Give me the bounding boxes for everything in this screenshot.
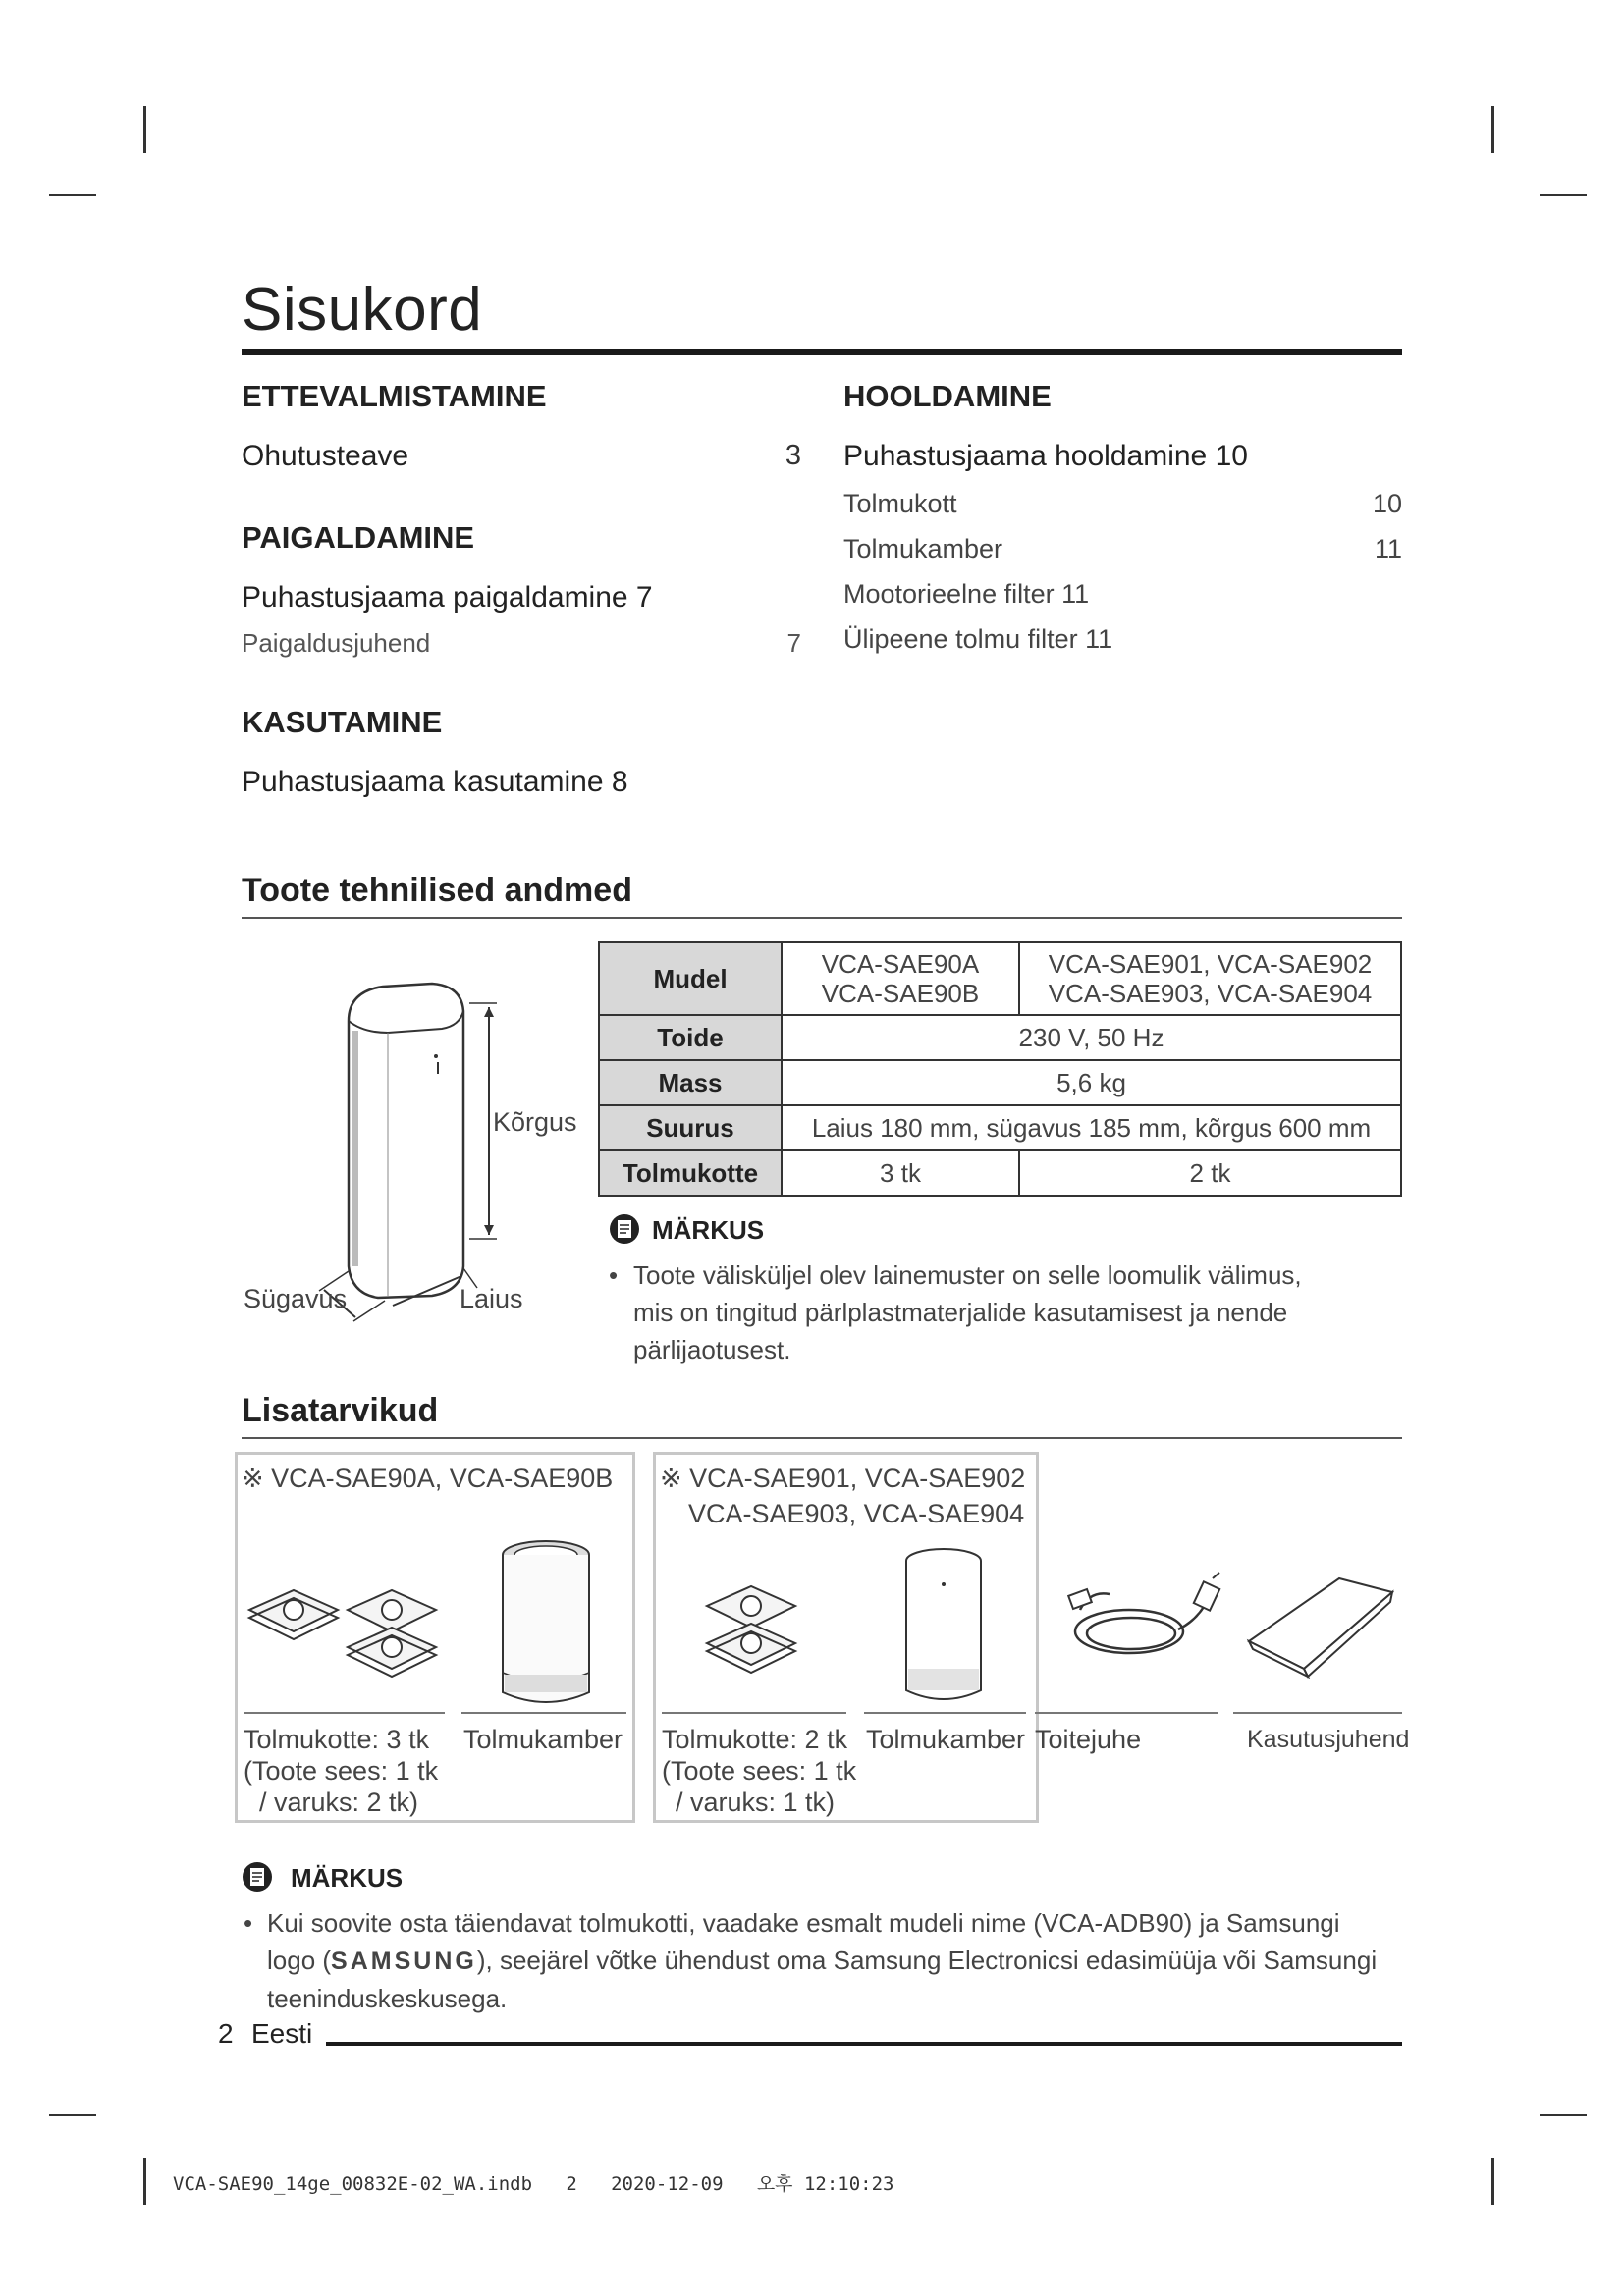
samsung-logo: SAMSUNG — [331, 1948, 477, 1975]
toc-subentry[interactable]: Tolmukamber — [843, 534, 1003, 563]
divider — [1233, 1712, 1402, 1714]
crop-mark — [49, 194, 96, 196]
note-line: Kui soovite osta täiendavat tolmukotti, vaadake esmalt mudeli nime (VCA-ADB90) ja Samsungi — [267, 1908, 1340, 1938]
table-cell: 5,6 kg — [782, 1060, 1401, 1105]
label-line: (Toote sees: 1 tk — [662, 1756, 857, 1786]
toc-entry[interactable]: Ohutusteave — [242, 440, 409, 472]
box-a-models: ※ VCA-SAE90A, VCA-SAE90B — [242, 1464, 614, 1493]
specs-heading: Toote tehnilised andmed — [242, 872, 632, 909]
toc-subentry[interactable]: Paigaldusjuhend — [242, 628, 431, 658]
title-rule — [242, 349, 1402, 355]
specs-rule — [242, 917, 1402, 919]
toc-subentry[interactable]: Mootorieelne filter 11 — [843, 579, 1090, 609]
model-name: VCA-SAE90A — [821, 949, 980, 979]
note-heading: MÄRKUS — [291, 1863, 404, 1893]
dust-chamber-label: Tolmukamber — [866, 1725, 1026, 1754]
dust-bag-image — [240, 1571, 446, 1688]
width-label: Laius — [460, 1284, 523, 1313]
dust-bag-image — [697, 1567, 815, 1684]
toc-page-number: 7 — [786, 628, 801, 658]
dust-chamber-label: Tolmukamber — [463, 1725, 623, 1754]
user-manual-image — [1239, 1571, 1396, 1679]
specs-table — [598, 941, 1402, 1197]
model-name: VCA-SAE90B — [821, 979, 980, 1008]
label-line: / varuks: 2 tk) — [259, 1788, 419, 1817]
dust-bag-label — [244, 1724, 438, 1818]
toc-page-number: 3 — [785, 440, 801, 471]
crop-mark — [1491, 2158, 1494, 2205]
toc-entry[interactable]: Puhastusjaama kasutamine 8 — [242, 766, 628, 798]
table-header-cell: Mudel — [599, 942, 782, 1015]
table-cell: 3 tk — [782, 1150, 1019, 1196]
page-number: 2 — [218, 2018, 234, 2049]
print-info: VCA-SAE90_14ge_00832E-02_WA.indb 2 2020-12-09 오후 12:10:23 — [173, 2173, 894, 2195]
crop-mark — [143, 2158, 146, 2205]
divider — [1035, 1712, 1218, 1714]
note-line — [267, 1942, 1406, 1980]
user-manual-label: Kasutusjuhend — [1247, 1726, 1410, 1753]
height-label: Kõrgus — [493, 1107, 577, 1137]
toc-page-number: 11 — [1374, 534, 1402, 563]
accessories-heading: Lisatarvikud — [242, 1392, 439, 1429]
dust-chamber-image — [497, 1535, 595, 1712]
toc-heading-installation: PAIGALDAMINE — [242, 520, 475, 555]
note-line: teeninduskeskusega. — [267, 1984, 508, 2013]
table-header-cell: Toide — [599, 1015, 782, 1060]
note-line: Toote välisküljel olev lainemuster on selle loomulik välimus, — [633, 1260, 1302, 1290]
label-line: Tolmukotte: 3 tk — [244, 1725, 430, 1754]
crop-mark — [1491, 106, 1494, 153]
power-cord-image — [1060, 1571, 1227, 1679]
box-b-models: ※ VCA-SAE901, VCA-SAE902 — [660, 1464, 1026, 1493]
toc-page-number: 10 — [1372, 489, 1402, 518]
table-row — [599, 1150, 1401, 1196]
table-cell — [782, 942, 1019, 1015]
note-line-part: logo ( — [267, 1946, 332, 1975]
power-cord-label: Toitejuhe — [1035, 1725, 1142, 1754]
divider — [461, 1712, 626, 1714]
toc-heading-preparation: ETTEVALMISTAMINE — [242, 379, 547, 413]
box-b-models: VCA-SAE903, VCA-SAE904 — [688, 1499, 1025, 1528]
crop-mark — [1540, 194, 1587, 196]
note-line-part: ), seejärel võtke ühendust oma Samsung Electronicsi edasimüüja või Samsungi — [476, 1946, 1378, 1975]
depth-label: Sügavus — [244, 1284, 348, 1313]
dust-bag-label — [662, 1724, 856, 1818]
product-dimension-diagram — [295, 972, 530, 1325]
label-line: Tolmukotte: 2 tk — [662, 1725, 848, 1754]
note-bullet: • — [609, 1260, 619, 1290]
dust-chamber-image — [901, 1543, 986, 1710]
label-line: (Toote sees: 1 tk — [244, 1756, 439, 1786]
table-header-cell: Mass — [599, 1060, 782, 1105]
note-line: pärlijaotusest. — [633, 1335, 791, 1364]
table-cell: 230 V, 50 Hz — [782, 1015, 1401, 1060]
note-bullet: • — [244, 1908, 253, 1938]
footer-language: Eesti — [251, 2018, 313, 2049]
table-row — [599, 1060, 1401, 1105]
divider — [662, 1712, 846, 1714]
table-cell — [1019, 942, 1401, 1015]
divider — [864, 1712, 1026, 1714]
toc-entry[interactable]: Puhastusjaama paigaldamine 7 — [242, 581, 653, 614]
crop-mark — [49, 2114, 96, 2116]
model-name: VCA-SAE903, VCA-SAE904 — [1048, 979, 1373, 1008]
table-header-cell: Tolmukotte — [599, 1150, 782, 1196]
page-title: Sisukord — [242, 276, 483, 344]
crop-mark — [143, 106, 146, 153]
accessories-rule — [242, 1437, 1402, 1439]
toc-heading-maintenance: HOOLDAMINE — [843, 379, 1052, 413]
table-header-cell: Suurus — [599, 1105, 782, 1150]
table-row — [599, 1105, 1401, 1150]
note-icon — [242, 1861, 273, 1893]
divider — [244, 1712, 445, 1714]
toc-subentry[interactable]: Ülipeene tolmu filter 11 — [843, 624, 1113, 654]
note-text — [633, 1256, 1399, 1368]
label-line: / varuks: 1 tk) — [676, 1788, 836, 1817]
footer-rule — [326, 2042, 1402, 2046]
table-cell: 2 tk — [1019, 1150, 1401, 1196]
note-line: mis on tingitud pärlplastmaterjalide kasutamisest ja nende — [633, 1298, 1288, 1327]
toc-subentry[interactable]: Tolmukott — [843, 489, 957, 518]
table-cell: Laius 180 mm, sügavus 185 mm, kõrgus 600 mm — [782, 1105, 1401, 1150]
crop-mark — [1540, 2114, 1587, 2116]
note-icon — [609, 1213, 640, 1245]
toc-entry[interactable]: Puhastusjaama hooldamine 10 — [843, 440, 1248, 472]
table-row — [599, 1015, 1401, 1060]
model-name: VCA-SAE901, VCA-SAE902 — [1048, 949, 1373, 979]
note-heading: MÄRKUS — [652, 1215, 765, 1245]
note-text — [267, 1904, 1406, 2017]
toc-heading-usage: KASUTAMINE — [242, 705, 443, 739]
table-row — [599, 942, 1401, 1015]
